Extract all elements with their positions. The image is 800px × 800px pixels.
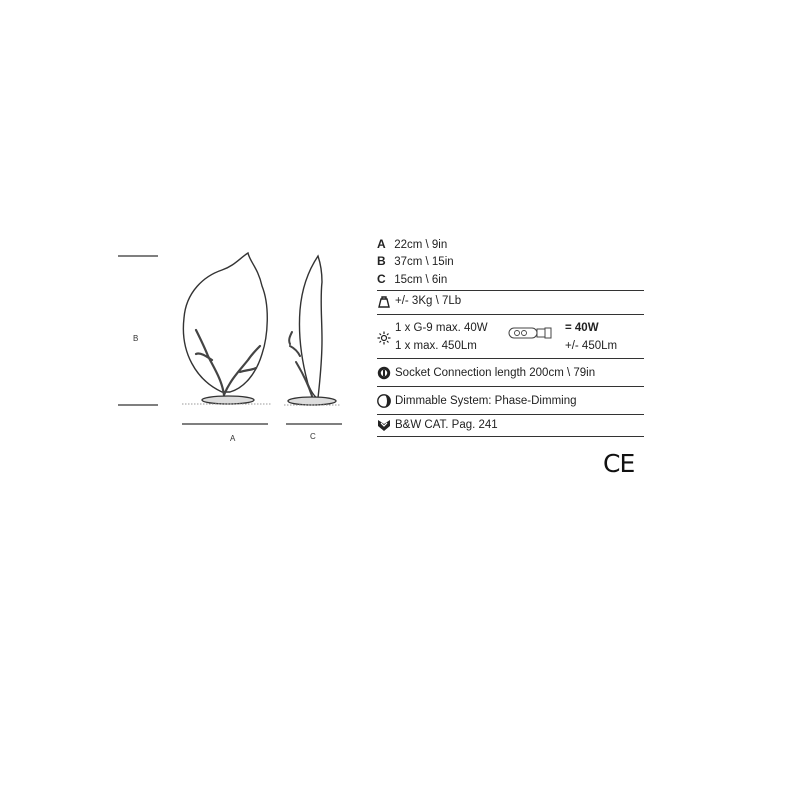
spec-letter-b: B <box>377 254 386 268</box>
divider <box>377 358 644 359</box>
spec-bulb-line1: 1 x G-9 max. 40W <box>395 322 488 334</box>
side-view-base <box>288 397 336 405</box>
g9-bulb-icon <box>505 326 555 340</box>
catalog-icon <box>377 418 391 432</box>
spec-value-a: 22cm \ 9in <box>394 239 448 251</box>
dimension-a-label: A <box>230 434 236 443</box>
lamp-technical-drawing <box>0 0 380 800</box>
spec-weight-value: +/- 3Kg \ 7Lb <box>395 295 462 307</box>
spec-weight <box>377 294 644 310</box>
spec-value-b: 37cm \ 15in <box>394 256 454 268</box>
spec-dimension-a <box>377 237 644 252</box>
dimension-c-label: C <box>310 432 316 441</box>
spec-socket <box>377 366 644 382</box>
spec-value-c: 15cm \ 6in <box>394 274 448 286</box>
spec-dimmable <box>377 394 644 410</box>
spec-dimmable-value: Dimmable System: Phase-Dimming <box>395 395 577 407</box>
spec-catalog <box>377 418 644 434</box>
dimmer-icon <box>377 394 391 408</box>
spec-letter-a: A <box>377 237 386 251</box>
spec-bulb <box>377 321 644 355</box>
spec-bulb-line2: 1 x max. 450Lm <box>395 340 477 352</box>
spec-catalog-value: B&W CAT. Pag. 241 <box>395 419 498 431</box>
spec-dimension-c <box>377 272 644 287</box>
spec-bulb-equivalent-lumen: +/- 450Lm <box>565 340 618 352</box>
ce-mark: CE <box>603 449 635 478</box>
spec-letter-c: C <box>377 272 386 286</box>
dimension-b-label: B <box>133 334 139 343</box>
weight-icon <box>377 295 391 309</box>
sun-icon <box>377 331 391 345</box>
front-view-base <box>202 396 254 404</box>
divider <box>377 290 644 291</box>
divider <box>377 436 644 437</box>
side-view-leaf <box>299 256 322 398</box>
spec-socket-value: Socket Connection length 200cm \ 79in <box>395 367 596 379</box>
front-view-leaf <box>183 253 267 392</box>
spec-bulb-equivalent-watt: = 40W <box>565 322 599 334</box>
divider <box>377 414 644 415</box>
spec-dimension-b <box>377 254 644 269</box>
divider <box>377 314 644 315</box>
socket-icon <box>377 366 391 380</box>
divider <box>377 386 644 387</box>
front-view-branch <box>196 330 260 395</box>
